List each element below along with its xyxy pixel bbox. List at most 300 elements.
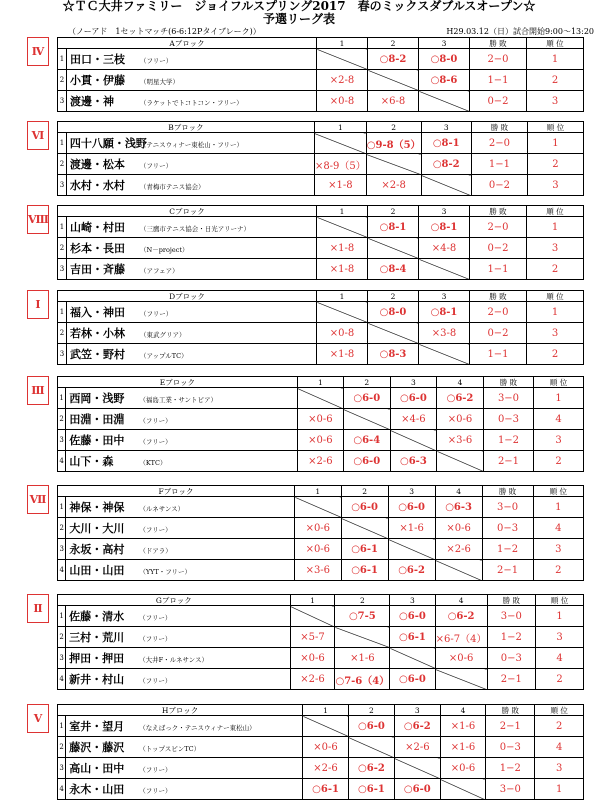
block-seed-marker: Ⅲ bbox=[27, 376, 49, 405]
pair-number: 2 bbox=[58, 409, 66, 430]
club-name: （アップルTC） bbox=[140, 352, 188, 360]
pair-names: 渡邊・松本 bbox=[69, 158, 125, 171]
win-loss-record: 2−1 bbox=[486, 716, 535, 737]
pair-names: 佐藤・田中 bbox=[69, 434, 125, 447]
win-loss-record: 1−1 bbox=[470, 259, 527, 280]
pair-names: 杉本・長田 bbox=[70, 242, 125, 255]
match-score: ○6-2 bbox=[388, 560, 435, 581]
league-table bbox=[57, 376, 584, 472]
rank-header: 順 位 bbox=[535, 705, 584, 716]
match-score: ×0-6 bbox=[440, 758, 485, 779]
win-loss-record: 3−0 bbox=[482, 497, 533, 518]
pair-cell bbox=[66, 430, 297, 451]
record-header: 勝 敗 bbox=[486, 705, 535, 716]
rank-value: 1 bbox=[527, 49, 584, 70]
block-label: Dブロック bbox=[58, 291, 317, 302]
self-match-cell bbox=[317, 49, 368, 70]
match-score: ○8-4 bbox=[368, 259, 419, 280]
block-seed-marker: Ⅷ bbox=[27, 205, 49, 234]
pair-names: 高山・田中 bbox=[69, 762, 125, 775]
self-match-cell bbox=[390, 648, 435, 669]
win-loss-record: 1−1 bbox=[471, 154, 527, 175]
league-table bbox=[57, 37, 584, 112]
rank-value: 1 bbox=[534, 388, 584, 409]
club-name: （フリー） bbox=[139, 787, 172, 795]
match-score: ×2-8 bbox=[366, 175, 421, 196]
rank-value: 3 bbox=[527, 91, 584, 112]
rank-header: 順 位 bbox=[534, 377, 584, 388]
match-score: ○6-0 bbox=[390, 606, 435, 627]
opponent-column-header: 3 bbox=[394, 705, 440, 716]
match-score: ○6-0 bbox=[348, 716, 394, 737]
match-score: ○6-0 bbox=[390, 388, 437, 409]
table-row bbox=[58, 627, 584, 648]
pair-names: 室井・望月 bbox=[69, 720, 125, 733]
table-row bbox=[58, 259, 584, 280]
league-table bbox=[57, 205, 584, 280]
self-match-cell bbox=[348, 737, 394, 758]
pair-number: 2 bbox=[58, 627, 66, 648]
record-header: 勝 敗 bbox=[470, 206, 527, 217]
match-score: ○8-6 bbox=[419, 70, 470, 91]
table-header-row bbox=[58, 705, 584, 716]
pair-cell bbox=[67, 323, 317, 344]
self-match-cell bbox=[421, 175, 471, 196]
pair-number: 1 bbox=[58, 606, 66, 627]
block-seed-marker: Ⅳ bbox=[27, 37, 49, 66]
opponent-column-header: 2 bbox=[368, 206, 419, 217]
match-score: ×0-8 bbox=[317, 91, 368, 112]
pair-names: 吉田・斉藤 bbox=[70, 263, 125, 276]
opponent-column-header: 4 bbox=[440, 705, 485, 716]
match-score: ○6-4 bbox=[343, 430, 390, 451]
pair-cell bbox=[66, 737, 303, 758]
self-match-cell bbox=[437, 451, 484, 472]
page-title: ☆ＴＣ大井ファミリー ジョイフルスプリング2017 春のミックスダブルスオープン☆ bbox=[62, 0, 536, 13]
self-match-cell bbox=[419, 259, 470, 280]
pair-number: 2 bbox=[58, 323, 67, 344]
pair-cell bbox=[66, 606, 290, 627]
pair-number: 3 bbox=[58, 648, 66, 669]
match-score: ×2-6 bbox=[290, 669, 335, 690]
rank-value: 1 bbox=[536, 606, 584, 627]
table-header-row bbox=[58, 486, 584, 497]
block-label: Gブロック bbox=[58, 595, 291, 606]
pair-number: 3 bbox=[58, 758, 66, 779]
record-header: 勝 敗 bbox=[470, 291, 527, 302]
match-score: ○6-1 bbox=[341, 560, 388, 581]
table-row bbox=[58, 344, 584, 365]
self-match-cell bbox=[435, 669, 487, 690]
rank-value: 3 bbox=[536, 627, 584, 648]
pair-names: 若林・小林 bbox=[70, 327, 125, 340]
opponent-column-header: 3 bbox=[419, 38, 470, 49]
match-score: ×5-7 bbox=[290, 627, 335, 648]
rank-value: 1 bbox=[533, 497, 583, 518]
win-loss-record: 0−2 bbox=[471, 175, 527, 196]
table-row bbox=[58, 154, 584, 175]
self-match-cell bbox=[388, 539, 435, 560]
table-header-row bbox=[58, 122, 584, 133]
self-match-cell bbox=[343, 409, 390, 430]
table-row bbox=[58, 451, 584, 472]
match-score: ×2-6 bbox=[435, 539, 482, 560]
record-header: 勝 敗 bbox=[470, 38, 527, 49]
opponent-column-header: 1 bbox=[317, 38, 368, 49]
club-name: （大井F・ルネサンス） bbox=[139, 656, 208, 664]
pair-cell bbox=[67, 91, 317, 112]
match-score: ○6-1 bbox=[390, 627, 435, 648]
club-name: （フリー） bbox=[139, 677, 172, 685]
rank-value: 3 bbox=[533, 539, 583, 560]
table-row bbox=[58, 388, 584, 409]
self-match-cell bbox=[335, 627, 390, 648]
table-row bbox=[58, 70, 584, 91]
club-name: （YYT・フリー） bbox=[139, 568, 192, 576]
self-match-cell bbox=[394, 758, 440, 779]
win-loss-record: 2−0 bbox=[470, 302, 527, 323]
match-score: ×1-8 bbox=[314, 175, 366, 196]
pair-cell bbox=[67, 49, 317, 70]
pair-names: 水村・水村 bbox=[69, 179, 125, 192]
pair-cell bbox=[67, 344, 317, 365]
pair-cell bbox=[66, 451, 297, 472]
match-score: ○8-1 bbox=[419, 217, 470, 238]
match-score: ○6-2 bbox=[437, 388, 484, 409]
match-score: ○7-5 bbox=[335, 606, 390, 627]
opponent-column-header: 1 bbox=[314, 122, 366, 133]
match-score: ○8-1 bbox=[421, 133, 471, 154]
win-loss-record: 3−0 bbox=[483, 388, 533, 409]
rank-header: 順 位 bbox=[527, 122, 583, 133]
block-label: Hブロック bbox=[58, 705, 303, 716]
club-name: （フリー） bbox=[139, 766, 172, 774]
self-match-cell bbox=[341, 518, 388, 539]
club-name: （フリー） bbox=[139, 614, 172, 622]
opponent-column-header: 3 bbox=[421, 122, 471, 133]
table-header-row bbox=[58, 595, 584, 606]
self-match-cell bbox=[368, 70, 419, 91]
club-name: （フリー） bbox=[139, 635, 172, 643]
rank-value: 4 bbox=[534, 409, 584, 430]
pair-number: 2 bbox=[58, 154, 67, 175]
club-name: （アフェア） bbox=[140, 267, 179, 275]
pair-names: 武笠・野村 bbox=[70, 348, 125, 361]
table-row bbox=[58, 539, 584, 560]
match-score: ×3-8 bbox=[419, 323, 470, 344]
rank-header: 順 位 bbox=[527, 291, 584, 302]
match-score: ○6-1 bbox=[348, 779, 394, 800]
pair-names: 山崎・村田 bbox=[70, 221, 125, 234]
win-loss-record: 2−0 bbox=[470, 49, 527, 70]
match-score: ×4-8 bbox=[419, 238, 470, 259]
club-name: （明星大学） bbox=[140, 78, 179, 86]
self-match-cell bbox=[303, 716, 349, 737]
match-score: ×1-8 bbox=[317, 259, 368, 280]
pair-cell bbox=[66, 560, 295, 581]
match-score: ×0-6 bbox=[303, 737, 349, 758]
match-score: ×4-6 bbox=[390, 409, 437, 430]
opponent-column-header: 2 bbox=[368, 38, 419, 49]
club-name: （なえばっク・テニスウィナー東松山） bbox=[139, 724, 256, 732]
self-match-cell bbox=[366, 154, 421, 175]
table-row bbox=[58, 669, 584, 690]
block-label: Aブロック bbox=[58, 38, 317, 49]
table-row bbox=[58, 716, 584, 737]
win-loss-record: 1−1 bbox=[470, 344, 527, 365]
pair-cell bbox=[66, 779, 303, 800]
rank-value: 1 bbox=[535, 779, 584, 800]
pair-cell bbox=[66, 648, 290, 669]
pair-names: 渡邊・神 bbox=[70, 95, 114, 108]
rank-value: 2 bbox=[534, 451, 584, 472]
pair-cell bbox=[66, 518, 295, 539]
match-score: ○8-3 bbox=[368, 344, 419, 365]
win-loss-record: 0−2 bbox=[470, 238, 527, 259]
pair-cell bbox=[67, 238, 317, 259]
pair-number: 3 bbox=[58, 91, 67, 112]
opponent-column-header: 3 bbox=[388, 486, 435, 497]
rank-value: 2 bbox=[536, 669, 584, 690]
pair-number: 3 bbox=[58, 539, 66, 560]
win-loss-record: 0−2 bbox=[470, 91, 527, 112]
match-score: ×1-6 bbox=[388, 518, 435, 539]
table-row bbox=[58, 560, 584, 581]
win-loss-record: 0−3 bbox=[486, 737, 535, 758]
match-score: ×1-6 bbox=[440, 716, 485, 737]
match-score: ×0-6 bbox=[435, 518, 482, 539]
opponent-column-header: 3 bbox=[419, 291, 470, 302]
pair-number: 1 bbox=[58, 497, 66, 518]
self-match-cell bbox=[317, 217, 368, 238]
match-score: ×0-6 bbox=[297, 430, 343, 451]
table-row bbox=[58, 302, 584, 323]
match-score: ×1-6 bbox=[440, 737, 485, 758]
pair-names: 大川・大川 bbox=[69, 522, 125, 535]
self-match-cell bbox=[368, 323, 419, 344]
rank-value: 4 bbox=[533, 518, 583, 539]
club-name: （フリー） bbox=[139, 162, 173, 170]
club-name: （フリー） bbox=[140, 310, 173, 318]
block-seed-marker: Ⅰ bbox=[27, 290, 49, 319]
match-score: ○6-2 bbox=[394, 716, 440, 737]
opponent-column-header: 1 bbox=[317, 206, 368, 217]
win-loss-record: 1−2 bbox=[486, 758, 535, 779]
match-score: ×2-6 bbox=[303, 758, 349, 779]
club-name: （ルネサンス） bbox=[139, 505, 185, 513]
pair-names: 小貫・伊藤 bbox=[70, 74, 125, 87]
block-seed-marker: Ⅶ bbox=[27, 485, 49, 514]
match-score: ×2-8 bbox=[317, 70, 368, 91]
pair-number: 4 bbox=[58, 560, 66, 581]
match-score: ×6-7（4） bbox=[435, 627, 487, 648]
rank-value: 3 bbox=[527, 238, 584, 259]
opponent-column-header: 1 bbox=[297, 377, 343, 388]
table-row bbox=[58, 175, 584, 196]
table-header-row bbox=[58, 291, 584, 302]
pair-cell bbox=[66, 133, 314, 154]
match-score: ○6-0 bbox=[341, 497, 388, 518]
win-loss-record: 2−1 bbox=[487, 669, 536, 690]
page-subtitle: 予選リーグ表 bbox=[262, 12, 335, 26]
opponent-column-header: 4 bbox=[435, 486, 482, 497]
win-loss-record: 1−2 bbox=[483, 430, 533, 451]
opponent-column-header: 4 bbox=[435, 595, 487, 606]
match-score: ×2-6 bbox=[394, 737, 440, 758]
club-name: （ドアラ） bbox=[139, 547, 172, 555]
match-score: ○8-2 bbox=[368, 49, 419, 70]
league-table bbox=[57, 594, 584, 690]
club-name: （フリー） bbox=[139, 417, 172, 425]
club-name: （KTC） bbox=[139, 459, 167, 467]
pair-names: 佐藤・清水 bbox=[69, 610, 125, 623]
match-score: ○7-6（4） bbox=[335, 669, 390, 690]
match-format-note: （ノーアド 1セットマッチ(6-6:12Pタイブレーク)） bbox=[68, 27, 261, 36]
block-label: Fブロック bbox=[58, 486, 295, 497]
pair-names: 永木・山田 bbox=[69, 783, 125, 796]
rank-value: 1 bbox=[527, 133, 583, 154]
table-row bbox=[58, 737, 584, 758]
table-row bbox=[58, 238, 584, 259]
match-score: ×3-6 bbox=[295, 560, 342, 581]
match-score: ○6-0 bbox=[343, 451, 390, 472]
win-loss-record: 1−2 bbox=[482, 539, 533, 560]
self-match-cell bbox=[435, 560, 482, 581]
opponent-column-header: 1 bbox=[290, 595, 335, 606]
block-label: Eブロック bbox=[58, 377, 298, 388]
record-header: 勝 敗 bbox=[487, 595, 536, 606]
opponent-column-header: 3 bbox=[419, 206, 470, 217]
self-match-cell bbox=[297, 388, 343, 409]
table-row bbox=[58, 409, 584, 430]
table-row bbox=[58, 648, 584, 669]
block-label: Bブロック bbox=[58, 122, 315, 133]
match-score: ○6-3 bbox=[390, 451, 437, 472]
match-score: ○6-1 bbox=[303, 779, 349, 800]
table-header-row bbox=[58, 377, 584, 388]
block-seed-marker: Ⅵ bbox=[27, 121, 49, 150]
win-loss-record: 0−2 bbox=[470, 323, 527, 344]
pair-cell bbox=[66, 669, 290, 690]
pair-cell bbox=[66, 716, 303, 737]
club-name: （三鷹市テニス協会・日光アリーナ） bbox=[140, 225, 250, 233]
rank-header: 順 位 bbox=[533, 486, 583, 497]
pair-cell bbox=[66, 409, 297, 430]
pair-names: 山田・山田 bbox=[69, 564, 125, 577]
pair-number: 2 bbox=[58, 238, 67, 259]
club-name: （N－project） bbox=[140, 246, 189, 254]
pair-number: 1 bbox=[58, 302, 67, 323]
pair-cell bbox=[67, 259, 317, 280]
match-score: ○6-0 bbox=[390, 669, 435, 690]
match-score: ×0-6 bbox=[290, 648, 335, 669]
club-name: （フリー） bbox=[139, 526, 172, 534]
club-name: （青梅市テニス協会） bbox=[139, 183, 205, 191]
opponent-column-header: 3 bbox=[390, 377, 437, 388]
pair-cell bbox=[66, 627, 290, 648]
win-loss-record: 1−2 bbox=[487, 627, 536, 648]
league-table bbox=[57, 485, 584, 581]
pair-names: 三村・荒川 bbox=[69, 631, 125, 644]
match-score: ×1-8 bbox=[317, 344, 368, 365]
table-row bbox=[58, 217, 584, 238]
pair-number: 1 bbox=[58, 716, 66, 737]
pair-number: 2 bbox=[58, 518, 66, 539]
pair-cell bbox=[66, 497, 295, 518]
self-match-cell bbox=[290, 606, 335, 627]
pair-names: 永坂・高村 bbox=[69, 543, 125, 556]
pair-names: 押田・押田 bbox=[69, 652, 125, 665]
match-score: ×0-6 bbox=[297, 409, 343, 430]
table-row bbox=[58, 606, 584, 627]
table-row bbox=[58, 779, 584, 800]
pair-number: 2 bbox=[58, 70, 67, 91]
club-name: （ラケットでトコトコン・フリー） bbox=[140, 99, 243, 107]
win-loss-record: 3−0 bbox=[487, 606, 536, 627]
table-row bbox=[58, 430, 584, 451]
pair-number: 3 bbox=[58, 175, 67, 196]
table-row bbox=[58, 497, 584, 518]
pair-names: 山下・森 bbox=[69, 455, 114, 468]
match-score: ○6-0 bbox=[394, 779, 440, 800]
rank-value: 3 bbox=[535, 758, 584, 779]
pair-cell bbox=[66, 175, 314, 196]
rank-value: 2 bbox=[533, 560, 583, 581]
match-score: ○6-3 bbox=[435, 497, 482, 518]
table-header-row bbox=[58, 206, 584, 217]
rank-header: 順 位 bbox=[536, 595, 584, 606]
pair-names: 新井・村山 bbox=[69, 673, 125, 686]
league-table bbox=[57, 290, 584, 365]
opponent-column-header: 2 bbox=[341, 486, 388, 497]
opponent-column-header: 1 bbox=[317, 291, 368, 302]
pair-names: 福入・神田 bbox=[70, 306, 125, 319]
pair-cell bbox=[66, 388, 297, 409]
pair-names: 藤沢・藤沢 bbox=[69, 741, 125, 754]
record-header: 勝 敗 bbox=[483, 377, 533, 388]
pair-cell bbox=[66, 758, 303, 779]
opponent-column-header: 4 bbox=[437, 377, 484, 388]
pair-cell bbox=[66, 539, 295, 560]
rank-header: 順 位 bbox=[527, 38, 584, 49]
club-name: （フリー） bbox=[139, 438, 172, 446]
block-label: Cブロック bbox=[58, 206, 317, 217]
opponent-column-header: 2 bbox=[366, 122, 421, 133]
self-match-cell bbox=[295, 497, 342, 518]
rank-value: 2 bbox=[535, 716, 584, 737]
match-score: ×8-9（5） bbox=[314, 154, 366, 175]
pair-number: 3 bbox=[58, 344, 67, 365]
rank-value: 1 bbox=[527, 302, 584, 323]
match-score: ×0-8 bbox=[317, 323, 368, 344]
pair-number: 4 bbox=[58, 451, 66, 472]
club-name: （テニスウィナー東松山・フリー） bbox=[139, 141, 243, 149]
match-score: ×0-6 bbox=[295, 539, 342, 560]
match-score: ×1-6 bbox=[335, 648, 390, 669]
rank-value: 4 bbox=[535, 737, 584, 758]
pair-number: 1 bbox=[58, 133, 67, 154]
record-header: 勝 敗 bbox=[471, 122, 527, 133]
match-score: ○6-2 bbox=[348, 758, 394, 779]
pair-number: 3 bbox=[58, 259, 67, 280]
pair-cell bbox=[67, 217, 317, 238]
league-table bbox=[57, 121, 584, 196]
opponent-column-header: 2 bbox=[368, 291, 419, 302]
pair-number: 3 bbox=[58, 430, 66, 451]
match-score: ×3-6 bbox=[437, 430, 484, 451]
rank-value: 1 bbox=[527, 217, 584, 238]
pair-number: 2 bbox=[58, 737, 66, 758]
